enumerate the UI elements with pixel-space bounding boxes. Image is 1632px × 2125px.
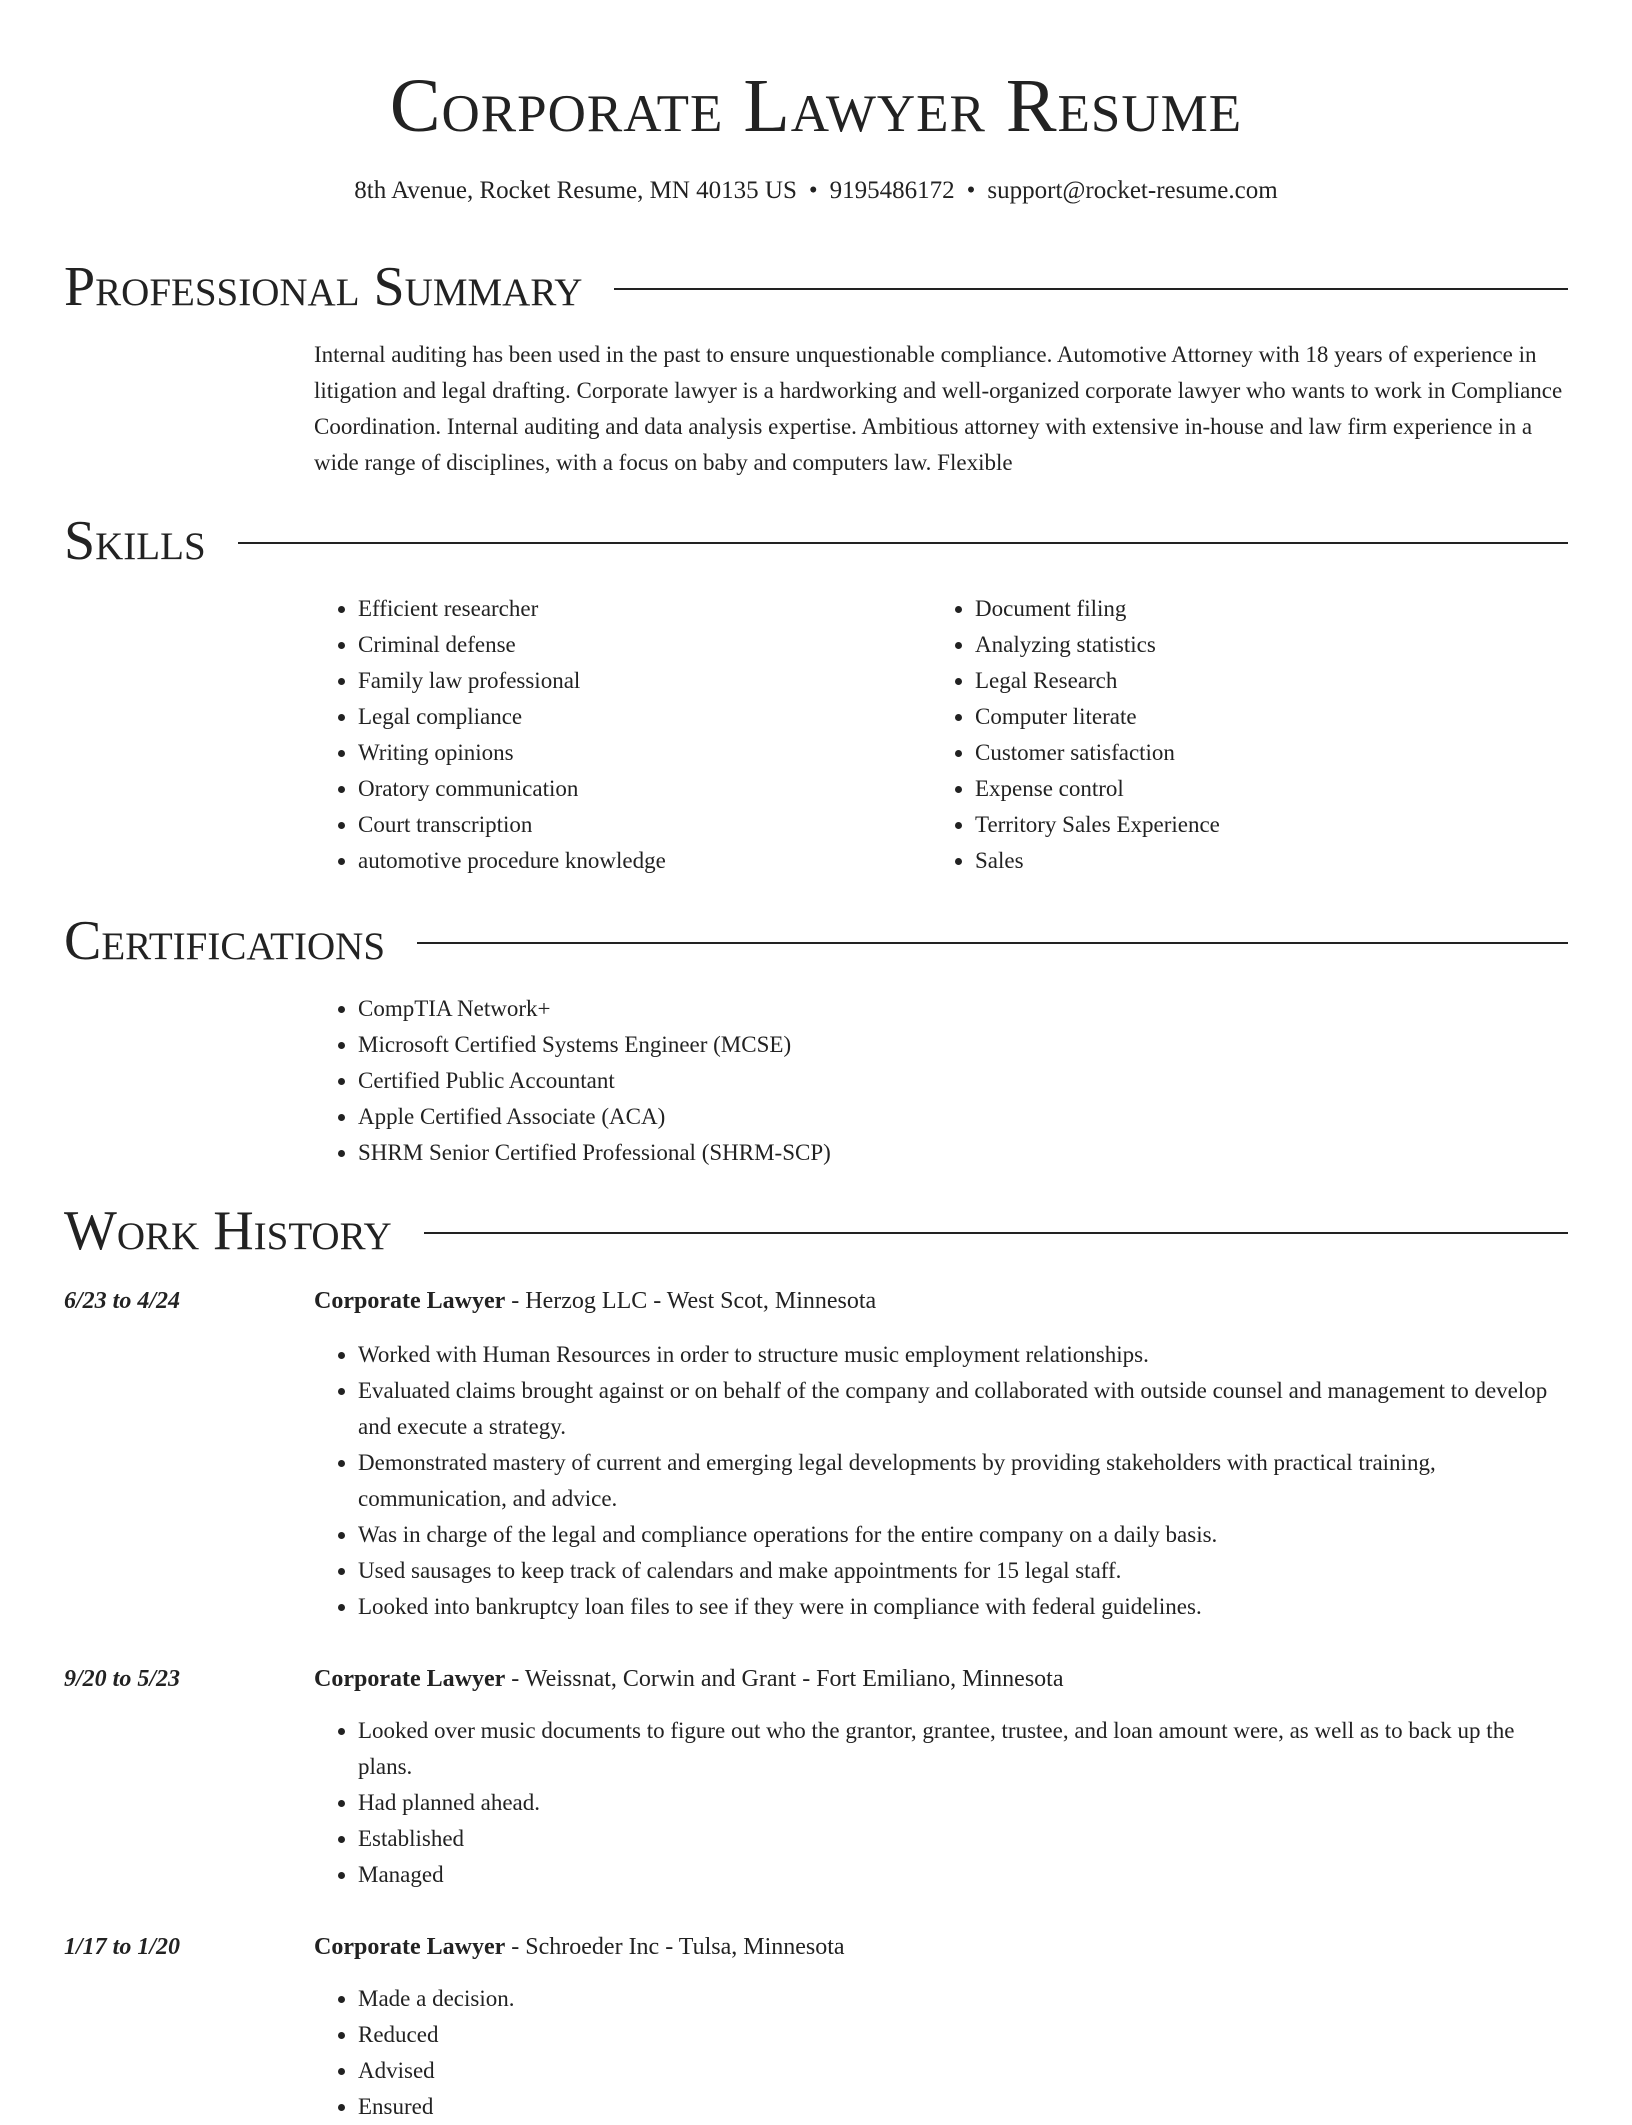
job-title: Corporate Lawyer <box>314 1288 506 1314</box>
job-dates: 9/20 to 5/23 <box>64 1666 181 1692</box>
certifications-section-header <box>64 908 1568 974</box>
job-company: - Schroeder Inc - Tulsa, Minnesota <box>505 1934 845 1960</box>
skills-section-header <box>64 508 1568 574</box>
work-heading: Work History <box>64 1200 392 1262</box>
skills-grid <box>314 591 1568 879</box>
job-company: - Weissnat, Corwin and Grant - Fort Emiliano, Minnesota <box>505 1666 1064 1692</box>
certifications-heading: Certifications <box>64 910 386 972</box>
job-heading <box>314 1661 1568 1697</box>
job-bullets <box>314 1337 1568 1625</box>
job-heading <box>314 1929 1568 1965</box>
job-bullet: • Worked with Human Resources in order to structure music employment relationships. <box>358 1337 1568 1373</box>
contact-phone: 9195486172 <box>829 177 955 204</box>
contact-separator: • <box>808 177 818 204</box>
job-bullet: • Ensured <box>358 2089 1568 2125</box>
skill-item: • Writing opinions <box>358 735 931 771</box>
job-bullets <box>314 1981 1568 2125</box>
skill-item: • Legal compliance <box>358 699 931 735</box>
job-dates: 1/17 to 1/20 <box>64 1934 181 1960</box>
job-bullet: • Established <box>358 1821 1568 1857</box>
job-bullet: • Used sausages to keep track of calendars and make appointments for 15 legal staff. <box>358 1553 1568 1589</box>
job-bullet: • Was in charge of the legal and compliance operations for the entire company on a daily basis. <box>358 1517 1568 1553</box>
skill-item: • Customer satisfaction <box>975 735 1548 771</box>
job-bullet: • Demonstrated mastery of current and emerging legal developments by providing stakeholders with practical training, communication, and advice. <box>358 1445 1568 1517</box>
job-bullets <box>314 1713 1568 1893</box>
skill-item: • Analyzing statistics <box>975 627 1548 663</box>
skills-column-right <box>931 591 1548 879</box>
skills-heading: Skills <box>64 510 206 572</box>
certification-item: • SHRM Senior Certified Professional (SHRM-SCP) <box>358 1135 1568 1171</box>
job-bullet: • Had planned ahead. <box>358 1785 1568 1821</box>
certification-item: • Certified Public Accountant <box>358 1063 1568 1099</box>
skills-list <box>314 591 1568 879</box>
section-divider <box>614 288 1568 290</box>
contact-line <box>0 174 1632 208</box>
contact-address: 8th Avenue, Rocket Resume, MN 40135 US <box>354 177 797 204</box>
skill-item: • Document filing <box>975 591 1548 627</box>
job-bullet: • Reduced <box>358 2017 1568 2053</box>
skill-item: • Computer literate <box>975 699 1548 735</box>
skill-item: • Oratory communication <box>358 771 931 807</box>
certifications-list <box>314 991 1568 1171</box>
job-bullet: • Managed <box>358 1857 1568 1893</box>
summary-text: Internal auditing has been used in the past to ensure unquestionable compliance. Automotive Attorney with 18 years of experience in litigation and legal drafting. Corporate lawyer is a hardworking and well-organized corporate lawyer who wants to work in Compliance Coordination. Internal auditing and data analysis expertise. Ambitious attorney with extensive in-house and law firm experience in a wide range of disciplines, with a focus on baby and computers law. Flexible <box>314 342 1563 475</box>
contact-email: support@rocket-resume.com <box>987 177 1278 204</box>
job-bullet: • Evaluated claims brought against or on behalf of the company and collaborated with outside counsel and management to develop and execute a strategy. <box>358 1373 1568 1445</box>
job-bullet: • Advised <box>358 2053 1568 2089</box>
skill-item: • Legal Research <box>975 663 1548 699</box>
job-dates: 6/23 to 4/24 <box>64 1288 181 1314</box>
job-title: Corporate Lawyer <box>314 1666 506 1692</box>
section-divider <box>238 542 1568 544</box>
skill-item: • Family law professional <box>358 663 931 699</box>
section-divider <box>424 1232 1568 1234</box>
job-bullet: • Made a decision. <box>358 1981 1568 2017</box>
work-section-header <box>64 1198 1568 1264</box>
summary-heading: Professional Summary <box>64 256 583 318</box>
skill-item: • automotive procedure knowledge <box>358 843 931 879</box>
job-bullet: • Looked into bankruptcy loan files to see if they were in compliance with federal guidelines. <box>358 1589 1568 1625</box>
contact-separator: • <box>966 177 976 204</box>
resume-title: Corporate Lawyer Resume <box>389 64 1243 148</box>
certification-item: • Microsoft Certified Systems Engineer (MCSE) <box>358 1027 1568 1063</box>
job-bullet: • Looked over music documents to figure out who the grantor, grantee, trustee, and loan amount were, as well as to back up the plans. <box>358 1713 1568 1785</box>
skill-item: • Criminal defense <box>358 627 931 663</box>
certification-item: • Apple Certified Associate (ACA) <box>358 1099 1568 1135</box>
job-title: Corporate Lawyer <box>314 1934 506 1960</box>
skill-item: • Efficient researcher <box>358 591 931 627</box>
section-divider <box>417 942 1568 944</box>
skill-item: • Sales <box>975 843 1548 879</box>
certification-item: • CompTIA Network+ <box>358 991 1568 1027</box>
skill-item: • Court transcription <box>358 807 931 843</box>
skill-item: • Expense control <box>975 771 1548 807</box>
job-company: - Herzog LLC - West Scot, Minnesota <box>505 1288 877 1314</box>
skill-item: • Territory Sales Experience <box>975 807 1548 843</box>
skills-column-left <box>314 591 931 879</box>
job-heading <box>314 1283 1568 1319</box>
summary-section-header <box>64 254 1568 320</box>
